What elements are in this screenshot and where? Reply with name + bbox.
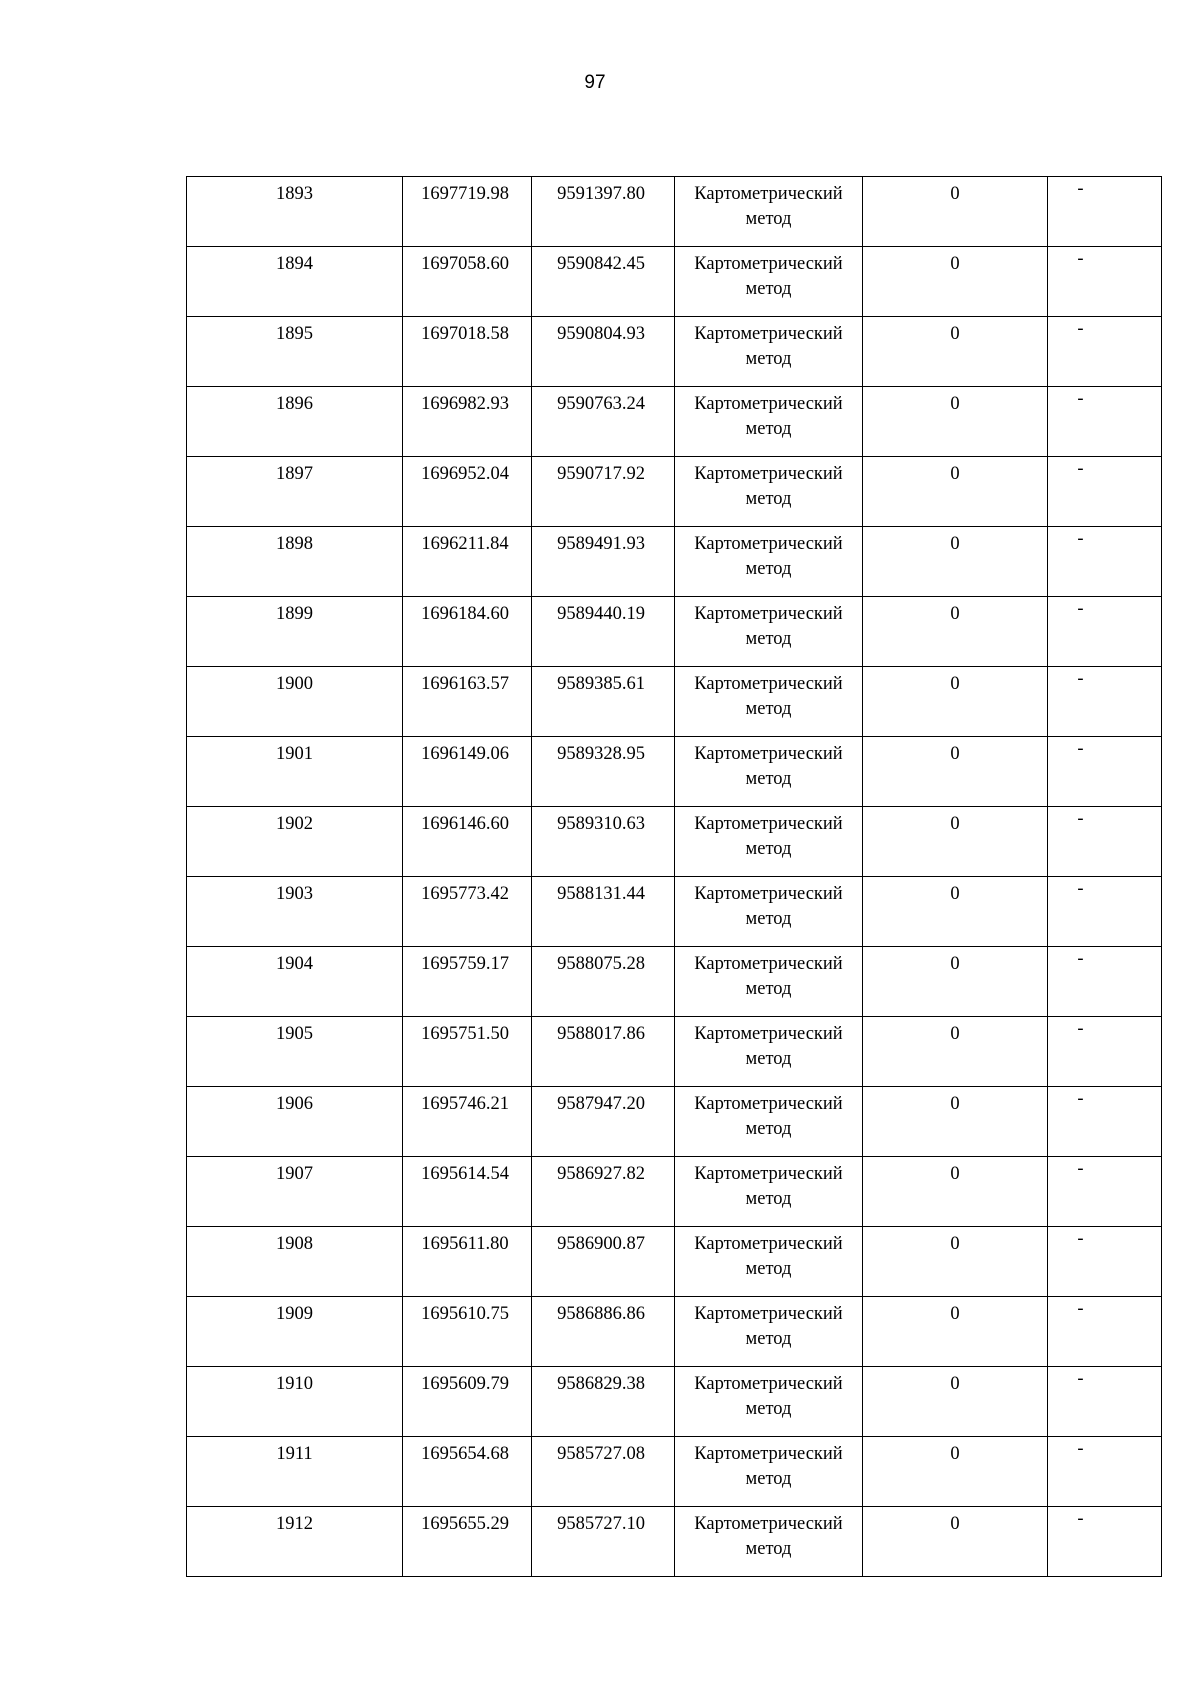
cell-x-text: 1697058.60: [421, 254, 509, 274]
method-cell: [675, 597, 863, 667]
cell-y-text: 9587947.20: [557, 1094, 645, 1114]
cell-method-text: Картометрический метод: [694, 534, 843, 579]
cell-method-text: Картометрический метод: [694, 814, 843, 859]
cell-id-text: 1903: [276, 884, 313, 904]
method-cell: [675, 1297, 863, 1367]
cell-y-text: 9591397.80: [557, 184, 645, 204]
method-cell: [675, 807, 863, 877]
cell-method-text: Картометрический метод: [694, 1094, 843, 1139]
error-cell: [863, 1157, 1048, 1227]
error-cell: [863, 177, 1048, 247]
method-cell: [675, 387, 863, 457]
error-cell: [863, 1507, 1048, 1577]
cell-id-text: 1908: [276, 1234, 313, 1254]
y-coordinate-cell: [532, 1157, 675, 1227]
cell-x-text: 1696982.93: [421, 394, 509, 414]
x-coordinate-cell: [403, 877, 532, 947]
cell-y-text: 9590717.92: [557, 464, 645, 484]
cell-y-text: 9585727.10: [557, 1514, 645, 1534]
x-coordinate-cell: [403, 597, 532, 667]
point-number-cell: [187, 737, 403, 807]
point-number-cell: [187, 177, 403, 247]
method-cell: [675, 527, 863, 597]
method-cell: [675, 737, 863, 807]
table-row: [187, 1507, 1162, 1577]
cell-error-text: 0: [950, 744, 960, 764]
cell-x-text: 1695609.79: [421, 1374, 509, 1394]
page-number: 97: [584, 72, 606, 93]
cell-method-text: Картометрический метод: [694, 1444, 843, 1489]
x-coordinate-cell: [403, 1507, 532, 1577]
coordinates-table: [186, 176, 1162, 1577]
cell-id-text: 1900: [276, 674, 313, 694]
table-row: [187, 947, 1162, 1017]
cell-error-text: 0: [950, 1024, 960, 1044]
note-cell: [1048, 1017, 1162, 1087]
method-cell: [675, 317, 863, 387]
y-coordinate-cell: [532, 1297, 675, 1367]
method-cell: [675, 1087, 863, 1157]
table-row: [187, 387, 1162, 457]
cell-error-text: 0: [950, 184, 960, 204]
y-coordinate-cell: [532, 387, 675, 457]
table-row: [187, 597, 1162, 667]
method-cell: [675, 947, 863, 1017]
cell-y-text: 9590763.24: [557, 394, 645, 414]
error-cell: [863, 597, 1048, 667]
point-number-cell: [187, 1507, 403, 1577]
cell-error-text: 0: [950, 534, 960, 554]
error-cell: [863, 387, 1048, 457]
cell-method-text: Картометрический метод: [694, 1374, 843, 1419]
table-row: [187, 877, 1162, 947]
y-coordinate-cell: [532, 527, 675, 597]
cell-error-text: 0: [950, 954, 960, 974]
y-coordinate-cell: [532, 597, 675, 667]
cell-x-text: 1695759.17: [421, 954, 509, 974]
cell-error-text: 0: [950, 604, 960, 624]
cell-method-text: Картометрический метод: [694, 1514, 843, 1559]
table-row: [187, 177, 1162, 247]
cell-error-text: 0: [950, 1374, 960, 1394]
method-cell: [675, 1367, 863, 1437]
point-number-cell: [187, 1087, 403, 1157]
table-row: [187, 737, 1162, 807]
cell-method-text: Картометрический метод: [694, 954, 843, 999]
cell-y-text: 9588075.28: [557, 954, 645, 974]
point-number-cell: [187, 247, 403, 317]
y-coordinate-cell: [532, 947, 675, 1017]
error-cell: [863, 457, 1048, 527]
cell-error-text: 0: [950, 884, 960, 904]
cell-y-text: 9590842.45: [557, 254, 645, 274]
cell-note-text: -: [1077, 879, 1084, 899]
cell-x-text: 1695746.21: [421, 1094, 509, 1114]
table-row: [187, 1437, 1162, 1507]
y-coordinate-cell: [532, 1437, 675, 1507]
method-cell: [675, 1507, 863, 1577]
cell-x-text: 1696146.60: [421, 814, 509, 834]
note-cell: [1048, 527, 1162, 597]
y-coordinate-cell: [532, 1367, 675, 1437]
point-number-cell: [187, 807, 403, 877]
x-coordinate-cell: [403, 527, 532, 597]
x-coordinate-cell: [403, 457, 532, 527]
note-cell: [1048, 1367, 1162, 1437]
note-cell: [1048, 1507, 1162, 1577]
point-number-cell: [187, 1017, 403, 1087]
cell-method-text: Картометрический метод: [694, 1304, 843, 1349]
y-coordinate-cell: [532, 1017, 675, 1087]
error-cell: [863, 1087, 1048, 1157]
cell-error-text: 0: [950, 1094, 960, 1114]
cell-note-text: -: [1077, 1509, 1084, 1529]
y-coordinate-cell: [532, 667, 675, 737]
cell-note-text: -: [1077, 179, 1084, 199]
error-cell: [863, 247, 1048, 317]
note-cell: [1048, 317, 1162, 387]
cell-x-text: 1695773.42: [421, 884, 509, 904]
x-coordinate-cell: [403, 247, 532, 317]
point-number-cell: [187, 1157, 403, 1227]
cell-id-text: 1895: [276, 324, 313, 344]
table-row: [187, 1087, 1162, 1157]
cell-note-text: -: [1077, 1089, 1084, 1109]
error-cell: [863, 737, 1048, 807]
point-number-cell: [187, 1297, 403, 1367]
x-coordinate-cell: [403, 1297, 532, 1367]
cell-id-text: 1894: [276, 254, 313, 274]
cell-y-text: 9586886.86: [557, 1304, 645, 1324]
cell-error-text: 0: [950, 1234, 960, 1254]
table-row: [187, 1297, 1162, 1367]
error-cell: [863, 1367, 1048, 1437]
cell-y-text: 9589328.95: [557, 744, 645, 764]
cell-method-text: Картометрический метод: [694, 1234, 843, 1279]
table-row: [187, 317, 1162, 387]
cell-method-text: Картометрический метод: [694, 674, 843, 719]
note-cell: [1048, 177, 1162, 247]
error-cell: [863, 317, 1048, 387]
error-cell: [863, 1227, 1048, 1297]
note-cell: [1048, 1297, 1162, 1367]
error-cell: [863, 947, 1048, 1017]
cell-id-text: 1909: [276, 1304, 313, 1324]
method-cell: [675, 177, 863, 247]
cell-note-text: -: [1077, 1159, 1084, 1179]
cell-method-text: Картометрический метод: [694, 1024, 843, 1069]
note-cell: [1048, 667, 1162, 737]
table-row: [187, 527, 1162, 597]
point-number-cell: [187, 667, 403, 737]
cell-id-text: 1907: [276, 1164, 313, 1184]
y-coordinate-cell: [532, 317, 675, 387]
cell-x-text: 1696211.84: [421, 534, 509, 554]
cell-note-text: -: [1077, 669, 1084, 689]
cell-id-text: 1899: [276, 604, 313, 624]
x-coordinate-cell: [403, 1227, 532, 1297]
point-number-cell: [187, 1437, 403, 1507]
note-cell: [1048, 597, 1162, 667]
cell-note-text: -: [1077, 739, 1084, 759]
cell-error-text: 0: [950, 1444, 960, 1464]
x-coordinate-cell: [403, 1017, 532, 1087]
note-cell: [1048, 1087, 1162, 1157]
cell-id-text: 1906: [276, 1094, 313, 1114]
cell-error-text: 0: [950, 814, 960, 834]
error-cell: [863, 1297, 1048, 1367]
point-number-cell: [187, 597, 403, 667]
note-cell: [1048, 947, 1162, 1017]
cell-id-text: 1893: [276, 184, 313, 204]
cell-note-text: -: [1077, 319, 1084, 339]
cell-x-text: 1695654.68: [421, 1444, 509, 1464]
method-cell: [675, 877, 863, 947]
cell-id-text: 1901: [276, 744, 313, 764]
y-coordinate-cell: [532, 737, 675, 807]
cell-y-text: 9588131.44: [557, 884, 645, 904]
x-coordinate-cell: [403, 1157, 532, 1227]
point-number-cell: [187, 947, 403, 1017]
error-cell: [863, 527, 1048, 597]
y-coordinate-cell: [532, 177, 675, 247]
table-row: [187, 1227, 1162, 1297]
note-cell: [1048, 1157, 1162, 1227]
cell-error-text: 0: [950, 324, 960, 344]
note-cell: [1048, 247, 1162, 317]
cell-id-text: 1896: [276, 394, 313, 414]
error-cell: [863, 807, 1048, 877]
y-coordinate-cell: [532, 457, 675, 527]
cell-id-text: 1904: [276, 954, 313, 974]
point-number-cell: [187, 457, 403, 527]
y-coordinate-cell: [532, 877, 675, 947]
y-coordinate-cell: [532, 1507, 675, 1577]
note-cell: [1048, 737, 1162, 807]
cell-y-text: 9590804.93: [557, 324, 645, 344]
cell-note-text: -: [1077, 459, 1084, 479]
x-coordinate-cell: [403, 1437, 532, 1507]
cell-x-text: 1695610.75: [421, 1304, 509, 1324]
cell-x-text: 1696149.06: [421, 744, 509, 764]
table-row: [187, 1017, 1162, 1087]
cell-y-text: 9589310.63: [557, 814, 645, 834]
point-number-cell: [187, 1367, 403, 1437]
cell-note-text: -: [1077, 1369, 1084, 1389]
cell-note-text: -: [1077, 529, 1084, 549]
cell-y-text: 9589440.19: [557, 604, 645, 624]
method-cell: [675, 1017, 863, 1087]
cell-note-text: -: [1077, 599, 1084, 619]
cell-id-text: 1912: [276, 1514, 313, 1534]
y-coordinate-cell: [532, 807, 675, 877]
error-cell: [863, 667, 1048, 737]
table-row: [187, 457, 1162, 527]
cell-method-text: Картометрический метод: [694, 884, 843, 929]
error-cell: [863, 877, 1048, 947]
point-number-cell: [187, 1227, 403, 1297]
cell-x-text: 1696184.60: [421, 604, 509, 624]
y-coordinate-cell: [532, 1227, 675, 1297]
cell-error-text: 0: [950, 464, 960, 484]
cell-note-text: -: [1077, 1439, 1084, 1459]
cell-error-text: 0: [950, 1304, 960, 1324]
table-row: [187, 1157, 1162, 1227]
cell-method-text: Картометрический метод: [694, 744, 843, 789]
table-row: [187, 1367, 1162, 1437]
cell-note-text: -: [1077, 389, 1084, 409]
cell-id-text: 1897: [276, 464, 313, 484]
method-cell: [675, 1227, 863, 1297]
cell-x-text: 1695614.54: [421, 1164, 509, 1184]
cell-note-text: -: [1077, 1019, 1084, 1039]
x-coordinate-cell: [403, 1367, 532, 1437]
table-row: [187, 807, 1162, 877]
cell-method-text: Картометрический метод: [694, 604, 843, 649]
note-cell: [1048, 1227, 1162, 1297]
y-coordinate-cell: [532, 1087, 675, 1157]
cell-x-text: 1697018.58: [421, 324, 509, 344]
cell-y-text: 9589491.93: [557, 534, 645, 554]
cell-error-text: 0: [950, 1514, 960, 1534]
x-coordinate-cell: [403, 667, 532, 737]
cell-note-text: -: [1077, 1229, 1084, 1249]
cell-error-text: 0: [950, 254, 960, 274]
note-cell: [1048, 877, 1162, 947]
x-coordinate-cell: [403, 177, 532, 247]
x-coordinate-cell: [403, 737, 532, 807]
x-coordinate-cell: [403, 807, 532, 877]
cell-id-text: 1910: [276, 1374, 313, 1394]
cell-error-text: 0: [950, 394, 960, 414]
y-coordinate-cell: [532, 247, 675, 317]
note-cell: [1048, 387, 1162, 457]
note-cell: [1048, 1437, 1162, 1507]
cell-y-text: 9586927.82: [557, 1164, 645, 1184]
cell-method-text: Картометрический метод: [694, 254, 843, 299]
cell-method-text: Картометрический метод: [694, 184, 843, 229]
x-coordinate-cell: [403, 1087, 532, 1157]
cell-x-text: 1695611.80: [421, 1234, 509, 1254]
cell-method-text: Картометрический метод: [694, 1164, 843, 1209]
cell-x-text: 1696952.04: [421, 464, 509, 484]
point-number-cell: [187, 527, 403, 597]
error-cell: [863, 1437, 1048, 1507]
method-cell: [675, 1437, 863, 1507]
cell-y-text: 9588017.86: [557, 1024, 645, 1044]
point-number-cell: [187, 317, 403, 387]
cell-note-text: -: [1077, 1299, 1084, 1319]
cell-note-text: -: [1077, 949, 1084, 969]
point-number-cell: [187, 877, 403, 947]
cell-y-text: 9586829.38: [557, 1374, 645, 1394]
cell-id-text: 1905: [276, 1024, 313, 1044]
cell-y-text: 9586900.87: [557, 1234, 645, 1254]
error-cell: [863, 1017, 1048, 1087]
method-cell: [675, 1157, 863, 1227]
x-coordinate-cell: [403, 317, 532, 387]
cell-y-text: 9585727.08: [557, 1444, 645, 1464]
note-cell: [1048, 457, 1162, 527]
cell-method-text: Картометрический метод: [694, 394, 843, 439]
cell-x-text: 1695655.29: [421, 1514, 509, 1534]
table-row: [187, 247, 1162, 317]
cell-x-text: 1697719.98: [421, 184, 509, 204]
cell-method-text: Картометрический метод: [694, 464, 843, 509]
method-cell: [675, 667, 863, 737]
cell-error-text: 0: [950, 674, 960, 694]
x-coordinate-cell: [403, 387, 532, 457]
table-row: [187, 667, 1162, 737]
cell-y-text: 9589385.61: [557, 674, 645, 694]
note-cell: [1048, 807, 1162, 877]
cell-error-text: 0: [950, 1164, 960, 1184]
cell-method-text: Картометрический метод: [694, 324, 843, 369]
cell-id-text: 1902: [276, 814, 313, 834]
method-cell: [675, 247, 863, 317]
cell-x-text: 1696163.57: [421, 674, 509, 694]
cell-note-text: -: [1077, 249, 1084, 269]
cell-x-text: 1695751.50: [421, 1024, 509, 1044]
cell-id-text: 1911: [276, 1444, 313, 1464]
x-coordinate-cell: [403, 947, 532, 1017]
cell-note-text: -: [1077, 809, 1084, 829]
method-cell: [675, 457, 863, 527]
cell-id-text: 1898: [276, 534, 313, 554]
point-number-cell: [187, 387, 403, 457]
